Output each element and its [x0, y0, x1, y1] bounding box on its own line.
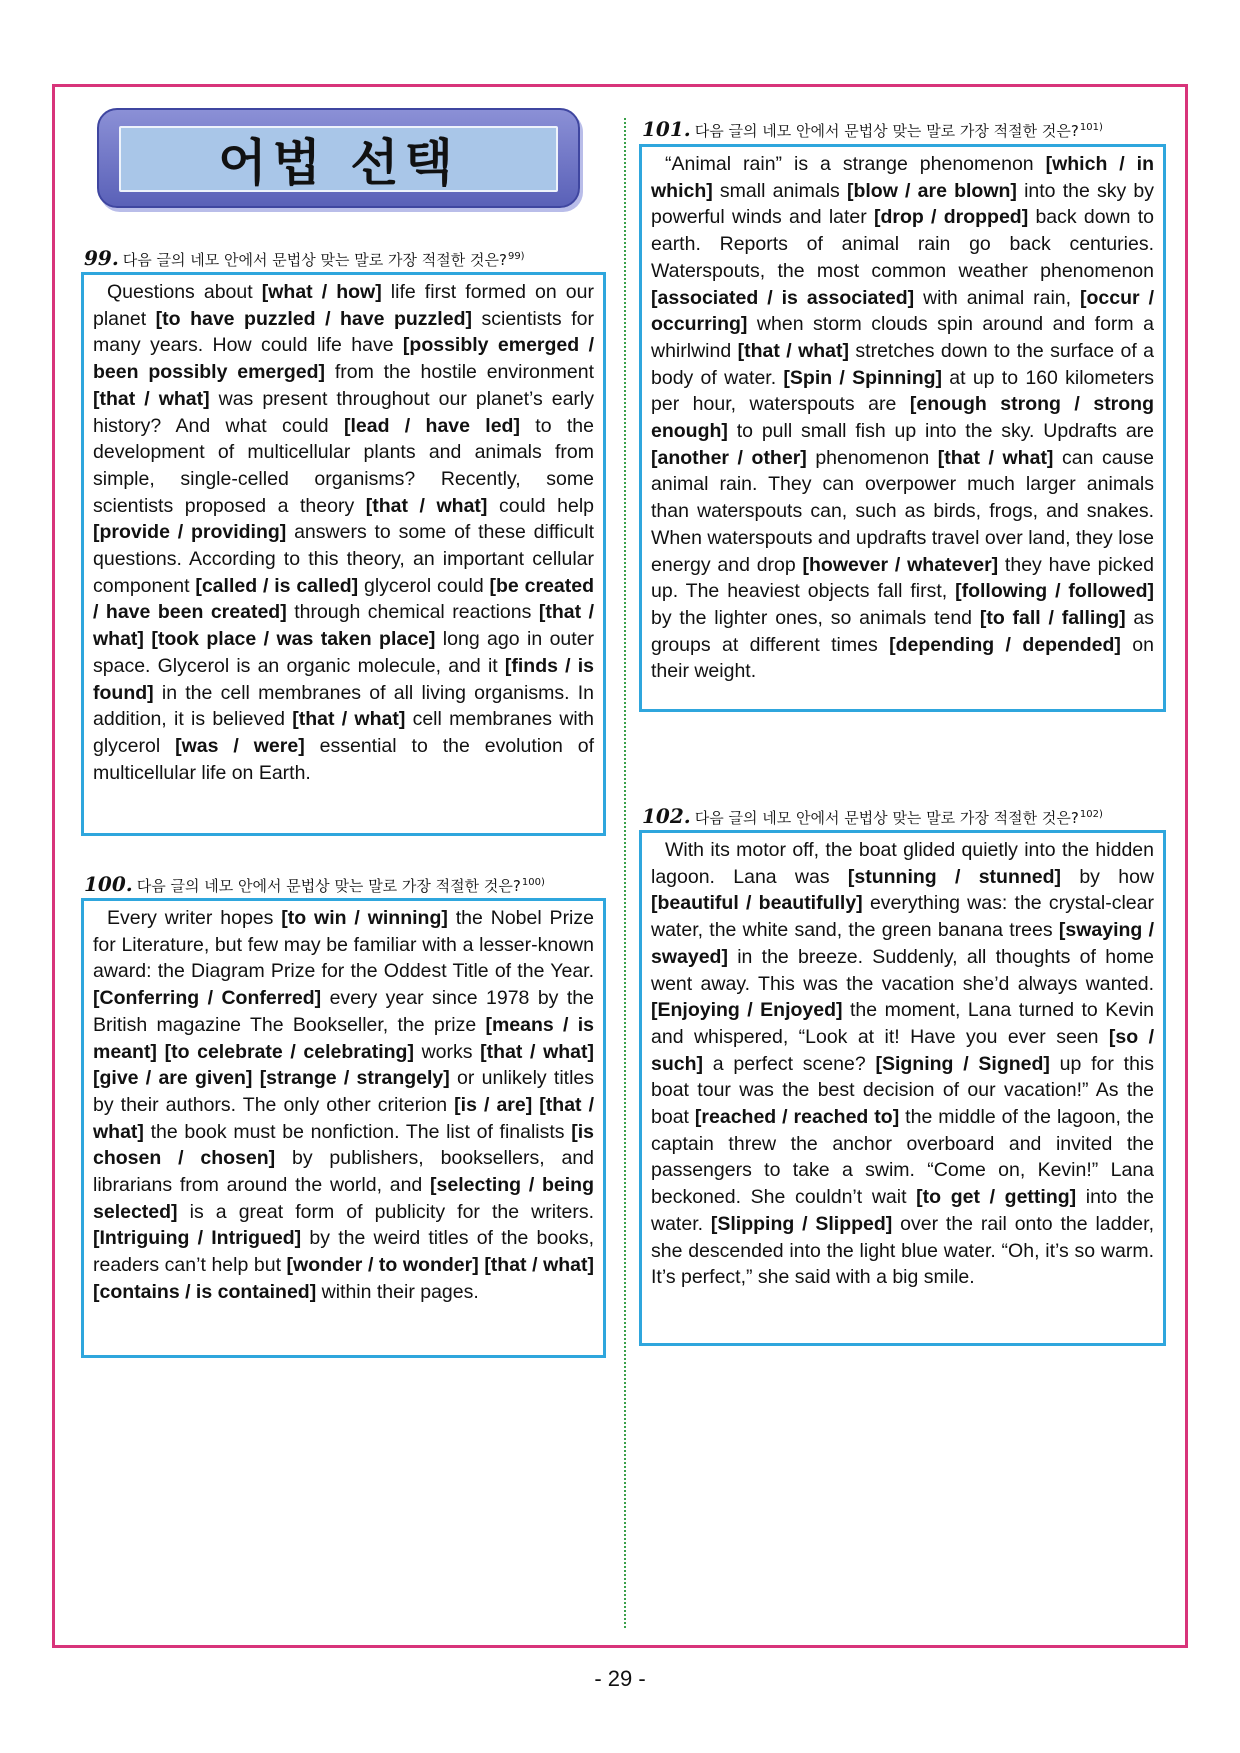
question-instruction: 다음 글의 네모 안에서 문법상 맞는 말로 가장 적절한 것은? — [694, 809, 1079, 827]
passage-text — [651, 837, 1154, 1291]
passage-box-99 — [81, 272, 606, 836]
passage-fragment: when storm clouds spin around and form a whirlwind — [651, 313, 1154, 362]
passage-fragment: into the water. — [651, 1186, 1154, 1235]
answer-choice: [that / what] — [480, 1040, 595, 1063]
question-header-102 — [642, 804, 1103, 828]
passage-fragment: by the weird titles of the books, readers can’t help but — [93, 1227, 594, 1277]
passage-fragment: at up to 160 kilometers per hour, waterspouts are — [651, 366, 1154, 416]
passage-fragment: back down to earth. Reports of animal rain go back centuries. Waterspouts, the most common weather phenomenon — [651, 206, 1154, 282]
answer-choice: [is / are] — [454, 1093, 533, 1116]
question-instruction: 다음 글의 네모 안에서 문법상 맞는 말로 가장 적절한 것은? — [122, 251, 507, 269]
answer-choice: [Conferring / Conferred] — [93, 987, 322, 1010]
answer-choice: [to get / getting] — [916, 1186, 1077, 1209]
section-title-plate — [97, 108, 580, 208]
passage-fragment: as groups at different times — [651, 606, 1154, 656]
answer-choice: [so / such] — [651, 1025, 1154, 1075]
answer-choice: [that / what] — [93, 601, 595, 651]
answer-choice: [strange / strangely] — [259, 1067, 450, 1090]
answer-choice: [Slipping / Slipped] — [710, 1212, 893, 1235]
passage-fragment: small animals — [712, 179, 847, 202]
passage-box-102 — [639, 830, 1166, 1346]
answer-choice: [enough strong / strong enough] — [651, 393, 1155, 443]
question-instruction: 다음 글의 네모 안에서 문법상 맞는 말로 가장 적절한 것은? — [136, 877, 521, 895]
passage-fragment: by the lighter ones, so animals tend — [651, 606, 980, 629]
question-number: 99. — [84, 246, 119, 270]
answer-choice: [what / how] — [261, 281, 382, 303]
question-footnote: 99) — [507, 251, 525, 262]
passage-fragment: in the cell membranes of all living organisms. In addition, it is believed — [93, 681, 594, 731]
passage-fragment: within their pages. — [316, 1280, 479, 1303]
passage-text — [93, 279, 594, 786]
passage-fragment: from the hostile environment — [325, 361, 595, 384]
passage-fragment: answers to some of these difficult questions. According to this theory, an important cellular component — [93, 521, 594, 597]
passage-fragment: they have picked up. The heaviest objects fall first, — [651, 553, 1154, 603]
answer-choice: [that / what] — [292, 708, 406, 731]
passage-fragment: stretches down to the surface of a body of water. — [651, 339, 1155, 389]
answer-choice: [took place / was taken place] — [151, 628, 436, 651]
answer-choice: [however / whatever] — [802, 553, 999, 576]
question-instruction: 다음 글의 네모 안에서 문법상 맞는 말로 가장 적절한 것은? — [694, 122, 1079, 140]
answer-choice: [reached / reached to] — [694, 1106, 900, 1129]
answer-choice: [drop / dropped] — [874, 206, 1029, 229]
passage-fragment: Every writer hopes — [107, 907, 282, 929]
question-header-101 — [642, 117, 1103, 141]
question-footnote: 102) — [1079, 809, 1103, 820]
answer-choice: [to fall / falling] — [979, 606, 1126, 629]
answer-choice: [give / are given] — [93, 1067, 253, 1090]
answer-choice: [following / followed] — [955, 580, 1154, 603]
answer-choice: [lead / have led] — [343, 414, 520, 437]
passage-text — [93, 905, 594, 1306]
answer-choice: [that / what] — [484, 1254, 595, 1277]
passage-fragment: works — [413, 1040, 481, 1063]
passage-fragment: long ago in outer space. Glycerol is an organic molecule, and it — [93, 628, 595, 677]
answer-choice: [to win / winning] — [281, 907, 448, 929]
answer-choice: [that / what] — [365, 494, 488, 517]
passage-fragment: the middle of the lagoon, the captain threw the anchor overboard and invited the passengers to take a swim. “Come on, Kevin!” Lana beckoned. She couldn’t wait — [651, 1106, 1155, 1209]
answer-choice: [to have puzzled / have puzzled] — [155, 307, 472, 330]
answer-choice: [possibly emerged / been possibly emerged] — [93, 334, 594, 384]
passage-fragment: glycerol could — [358, 574, 490, 597]
passage-fragment: or unlikely titles by their authors. The only other criterion — [93, 1067, 595, 1116]
passage-fragment: can cause animal rain. They can overpower much larger animals than waterspouts can, such as birds, frogs, and snakes. When waterspouts and updrafts travel over land, they lose energy and drop — [651, 446, 1155, 576]
answer-choice: [is chosen / chosen] — [93, 1120, 594, 1170]
passage-fragment: up for this boat tour was the best decision of our vacation!” As the boat — [651, 1052, 1155, 1129]
passage-fragment: Questions about — [107, 281, 262, 303]
passage-fragment: the Nobel Prize for Literature, but few may be familiar with a lesser-known award: the Diagram Prize for the Oddest Title of the Year. — [93, 907, 594, 983]
passage-fragment: every year since 1978 by the British magazine The Bookseller, the prize — [93, 987, 594, 1036]
passage-fragment: the book must be nonfiction. The list of finalists — [143, 1120, 572, 1143]
passage-box-101 — [639, 144, 1166, 712]
answer-choice: [was / were] — [175, 734, 305, 757]
answer-choice: [Signing / Signed] — [875, 1052, 1050, 1075]
passage-fragment: essential to the evolution of multicellular life on Earth. — [93, 734, 594, 784]
answer-choice: [occur / occurring] — [651, 286, 1154, 336]
passage-fragment: with animal rain, — [914, 286, 1081, 309]
answer-choice: [another / other] — [651, 446, 807, 469]
answer-choice: [Spin / Spinning] — [783, 366, 943, 389]
passage-fragment: to pull small fish up into the sky. Updrafts are — [727, 420, 1154, 443]
passage-fragment: on their weight. — [651, 633, 1154, 683]
answer-choice: [to celebrate / celebrating] — [164, 1040, 414, 1063]
answer-choice: [called / is called] — [195, 574, 359, 597]
passage-fragment: could help — [487, 494, 595, 517]
passage-fragment: life first formed on our planet — [93, 281, 594, 330]
passage-fragment: by how — [1061, 865, 1154, 888]
answer-choice: [Intriguing / Intrigued] — [93, 1227, 302, 1250]
passage-fragment: over the rail onto the ladder, she descended into the light blue water. “Oh, it’s so warm. It’s perfect,” she said with a big smile. — [651, 1212, 1154, 1289]
passage-text — [651, 151, 1154, 685]
answer-choice: [finds / is found] — [93, 654, 595, 704]
answer-choice: [be created / have been created] — [93, 574, 594, 624]
question-number: 102. — [642, 804, 691, 828]
passage-fragment: to the development of multicellular plants and animals from simple, single-celled organisms? Recently, some scientists proposed a theory — [93, 414, 594, 517]
passage-fragment: by publishers, booksellers, and librarians from around the world, and — [93, 1147, 594, 1197]
passage-fragment: is a great form of publicity for the writers. — [177, 1200, 594, 1223]
passage-fragment: in the breeze. Suddenly, all thoughts of home went away. This was the vacation she’d always wanted. — [651, 945, 1154, 995]
passage-fragment: the moment, Lana turned to Kevin and whispered, “Look at it! Have you ever seen — [651, 999, 1155, 1048]
answer-choice: [beautiful / beautifully] — [651, 892, 863, 915]
answer-choice: [blow / are blown] — [846, 179, 1017, 202]
answer-choice: [wonder / to wonder] — [286, 1254, 479, 1277]
answer-choice: [associated / is associated] — [651, 286, 915, 309]
answer-choice: [that / what] — [93, 387, 210, 410]
passage-fragment: scientists for many years. How could life have — [93, 307, 594, 357]
question-number: 101. — [642, 117, 691, 141]
answer-choice: [Enjoying / Enjoyed] — [651, 999, 843, 1022]
passage-fragment: through chemical reactions — [286, 601, 539, 624]
answer-choice: [provide / providing] — [93, 521, 287, 544]
answer-choice: [swaying / swayed] — [651, 919, 1154, 968]
question-header-100 — [84, 872, 545, 896]
passage-fragment: “Animal rain” is a strange phenomenon — [665, 153, 1046, 175]
passage-fragment: a perfect scene? — [703, 1052, 876, 1075]
answer-choice: [depending / depended] — [889, 633, 1121, 656]
passage-fragment: was present throughout our planet’s early history? And what could — [93, 387, 594, 437]
answer-choice: [stunning / stunned] — [847, 865, 1062, 888]
answer-choice: [that / what] — [93, 1093, 595, 1143]
question-number: 100. — [84, 872, 133, 896]
section-title: 어법 선택 — [218, 134, 459, 192]
answer-choice: [means / is meant] — [93, 1013, 595, 1063]
column-divider — [624, 118, 626, 1628]
question-footnote: 101) — [1079, 122, 1103, 133]
passage-fragment: With its motor off, the boat glided quietly into the hidden lagoon. Lana was — [651, 839, 1154, 888]
page-number: - 29 - — [594, 1666, 646, 1691]
answer-choice: [that / what] — [937, 446, 1054, 469]
passage-fragment: into the sky by powerful winds and later — [651, 179, 1154, 229]
answer-choice: [which / in which] — [651, 153, 1154, 202]
question-footnote: 100) — [521, 877, 545, 888]
passage-fragment: cell membranes with glycerol — [93, 708, 594, 757]
answer-choice: [that / what] — [737, 339, 849, 362]
passage-fragment — [252, 1067, 259, 1089]
passage-box-100 — [81, 898, 606, 1358]
passage-fragment: everything was: the crystal-clear water, the white sand, the green banana trees — [651, 892, 1154, 942]
passage-fragment — [157, 1041, 165, 1063]
section-title-inner — [119, 126, 558, 192]
answer-choice: [contains / is contained] — [93, 1280, 317, 1303]
answer-choice: [selecting / being selected] — [93, 1174, 595, 1223]
question-header-99 — [84, 246, 525, 270]
passage-fragment: phenomenon — [806, 446, 938, 469]
